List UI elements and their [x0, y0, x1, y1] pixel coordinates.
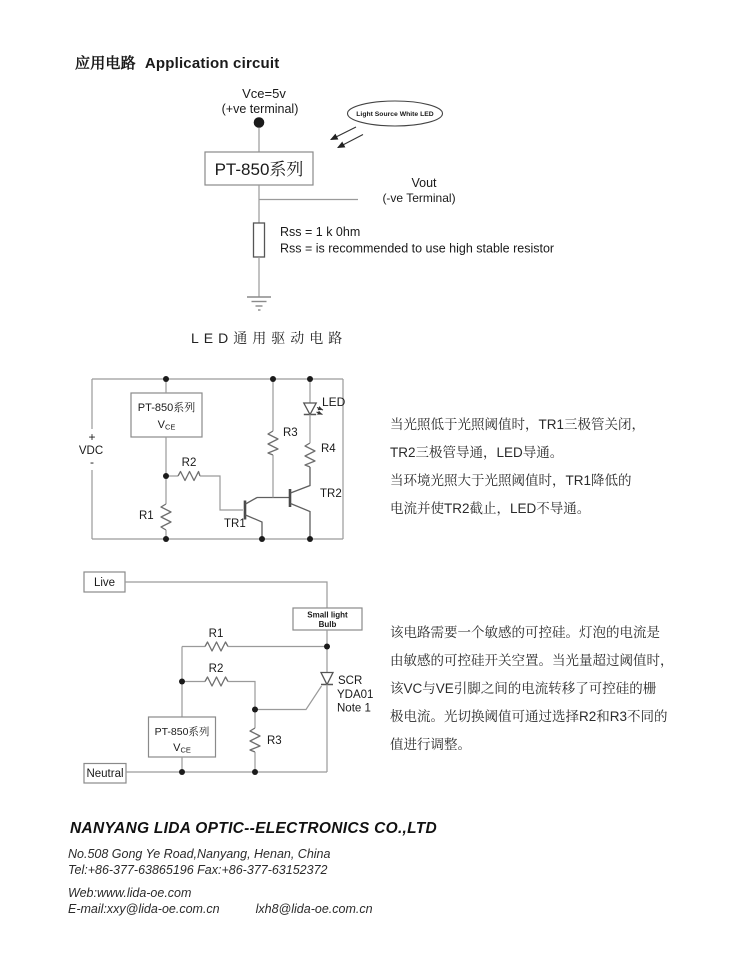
- led-icon: [304, 403, 323, 415]
- page-title: [75, 52, 279, 73]
- live-label: Live: [93, 577, 116, 589]
- r2-label: R2: [208, 663, 224, 675]
- page-title-en: Application circuit: [144, 55, 280, 72]
- description-line: 该VC与VE引脚之间的电流转移了可控硅的栅: [390, 681, 657, 696]
- positive-terminal-label: (+ve terminal): [221, 102, 299, 116]
- description-line: 极电流。光切换阈值可通过选择R2和R3不同的: [390, 709, 668, 724]
- application-circuit-diagram: [70, 82, 570, 317]
- r2-resistor: [178, 472, 200, 481]
- ground-icon: [247, 297, 271, 310]
- company-name: NANYANG LIDA OPTIC--ELECTRONICS CO.,LTD: [70, 820, 438, 837]
- supply-voltage-label: Vce=5v: [242, 86, 286, 101]
- company-tel-fax: Tel:+86-377-63865196 Fax:+86-377-63152372: [68, 863, 328, 877]
- company-address: No.508 Gong Ye Road,Nanyang, Henan, China: [68, 847, 331, 861]
- pt850-vce-box-label: PT-850系列: [154, 726, 210, 738]
- r3-resistor: [268, 431, 278, 455]
- description-line: 电流并使TR2截止，LED不导通。: [390, 501, 591, 516]
- led-driver-heading: LED通用驱动电路: [191, 330, 348, 346]
- scr-note-label: Note 1: [337, 702, 371, 715]
- terminal-dot: [254, 117, 265, 128]
- scr-gate-wire: [255, 686, 322, 710]
- negative-terminal-label: (-ve Terminal): [382, 191, 456, 205]
- vce-label: VCE: [173, 742, 191, 755]
- vdc-minus-label: -: [90, 455, 94, 469]
- rss-note-1: Rss = 1 k 0hm: [280, 225, 361, 239]
- description-line: 当光照低于光照阈值时，TR1三极管关闭，: [390, 417, 646, 432]
- vce-label: VCE: [157, 419, 176, 432]
- neutral-label: Neutral: [86, 768, 124, 780]
- scr-part-label: YDA01: [337, 689, 374, 701]
- vdc-plus-label: +: [88, 430, 96, 444]
- email-secondary: lxh8@lida-oe.com.cn: [255, 902, 373, 916]
- wire: [125, 582, 327, 608]
- led-circuit-description: [390, 411, 720, 523]
- r1-label: R1: [208, 628, 224, 640]
- wire: [228, 682, 255, 710]
- r1-resistor: [161, 504, 171, 530]
- r1-label: R1: [139, 510, 154, 522]
- r3-label: R3: [283, 427, 298, 439]
- company-website: Web:www.lida-oe.com: [68, 886, 192, 900]
- r3-label: R3: [267, 735, 282, 747]
- r4-resistor: [305, 443, 315, 467]
- description-line: TR2三极管导通，LED导通。: [390, 445, 564, 460]
- tr1-label: TR1: [224, 518, 246, 530]
- scr-icon: [321, 673, 333, 685]
- tr2-label: TR2: [320, 488, 342, 500]
- vout-label: Vout: [411, 176, 437, 190]
- pt850-box-label: PT-850系列: [214, 160, 304, 179]
- tr1-transistor-icon: [245, 498, 262, 540]
- scr-label: SCR: [338, 675, 363, 687]
- vdc-label: VDC: [78, 445, 104, 457]
- bulb-label-line1: Small light: [307, 610, 348, 620]
- rss-note-2: Rss = is recommended to use high stable resistor: [280, 241, 555, 256]
- email-primary: E-mail:xxy@lida-oe.com.cn: [68, 902, 220, 916]
- light-rays-icon: [331, 127, 363, 148]
- r2-label: R2: [181, 457, 197, 469]
- company-email: [68, 902, 373, 916]
- r4-label: R4: [321, 443, 336, 455]
- led-label: LED: [322, 395, 346, 409]
- pt850-vce-box-label: PT-850系列: [137, 402, 196, 414]
- r1-resistor: [205, 642, 228, 651]
- description-line: 当环境光照大于光照阈值时，TR1降低的: [390, 473, 632, 488]
- scr-circuit-diagram: [73, 563, 385, 795]
- tr2-transistor-icon: [290, 467, 310, 539]
- led-driver-circuit-diagram: [78, 368, 368, 553]
- light-source-label: Light Source White LED: [356, 111, 434, 118]
- r2-resistor: [205, 677, 228, 686]
- bulb-label-line2: Bulb: [318, 620, 337, 629]
- description-line: 该电路需要一个敏感的可控硅。灯泡的电流是: [390, 625, 660, 640]
- scr-circuit-description: [390, 619, 730, 759]
- r3-resistor: [250, 728, 260, 752]
- rss-resistor: [254, 223, 265, 257]
- description-line: 值进行调整。: [390, 737, 471, 752]
- page-title-zh: 应用电路: [75, 55, 136, 72]
- description-line: 由敏感的可控硅开关空置。当光量超过阈值时，: [390, 653, 674, 668]
- wire: [200, 476, 243, 510]
